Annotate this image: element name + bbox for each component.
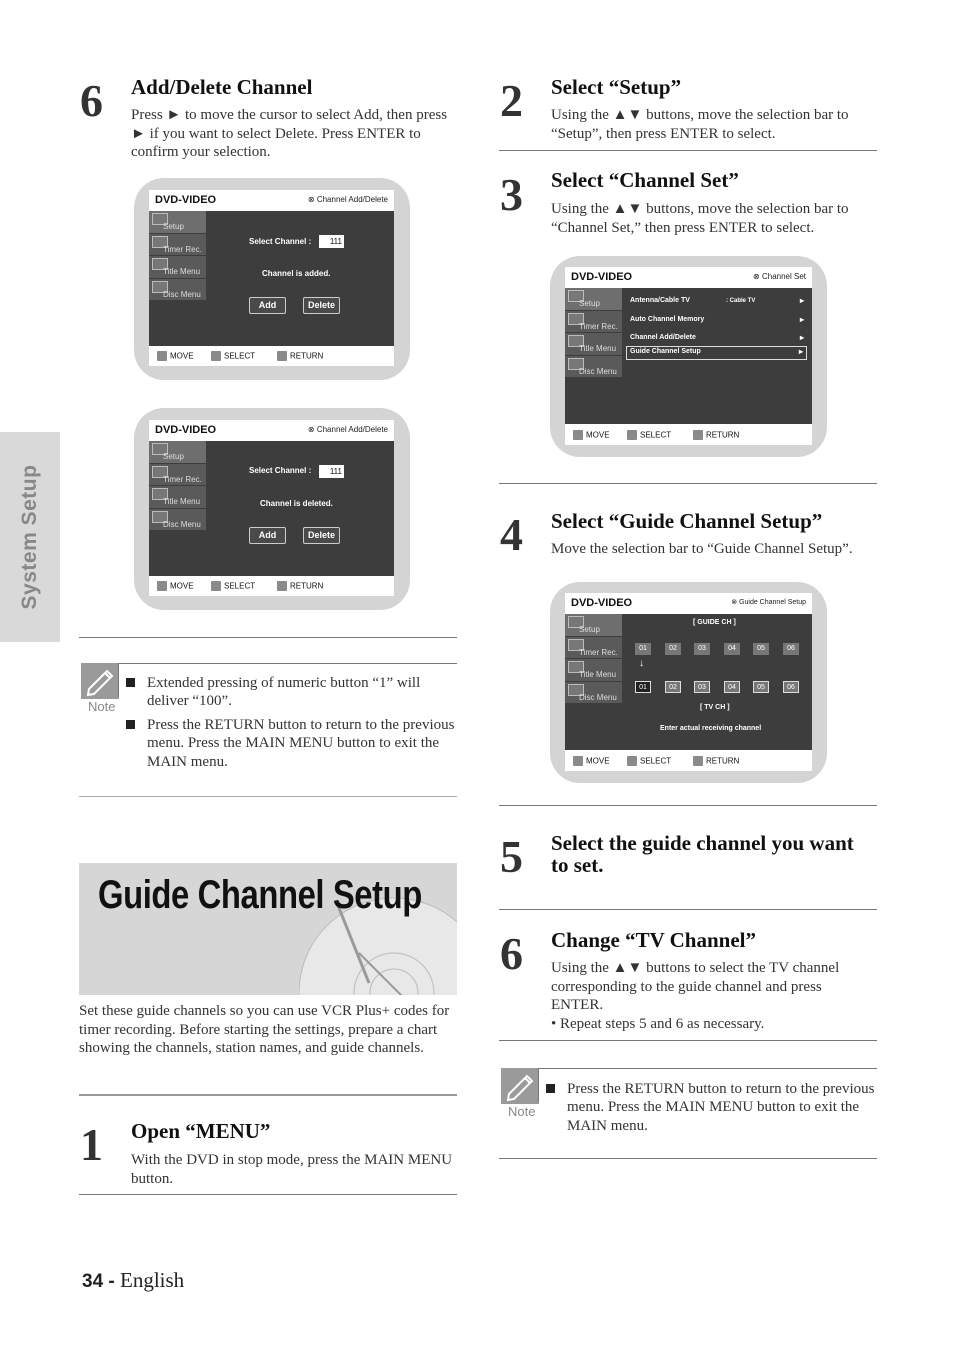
select-channel-label: Select Channel :	[249, 237, 312, 246]
step-number: 4	[500, 509, 523, 560]
screen-frame	[134, 408, 410, 610]
delete-button: Delete	[303, 527, 340, 544]
step-number: 3	[500, 169, 523, 220]
select-key-icon	[211, 351, 221, 361]
screen-frame	[550, 256, 827, 457]
down-arrow-icon: ↓	[639, 658, 644, 669]
section-banner	[79, 863, 457, 995]
note-item: Press the RETURN button to return to the previous menu. Press the MAIN MENU button to exit the MAIN menu.	[567, 1081, 875, 1134]
select-key-icon	[627, 756, 637, 766]
tv-ch-cell: 05	[753, 681, 769, 693]
move-key-icon	[157, 581, 167, 591]
step-title: Select “Guide Channel Setup”	[551, 509, 823, 533]
page-number: 34 -	[82, 1271, 115, 1292]
step-title: Change “TV Channel”	[551, 928, 756, 952]
step-body: Using the ▲▼ buttons to select the TV channel corresponding to the guide channel and press ENTER.	[551, 960, 840, 1014]
return-key-icon	[693, 756, 703, 766]
note-side-rule	[118, 663, 119, 697]
step-body: Using the ▲▼ buttons, move the selection bar to “Setup”, then press ENTER to select.	[551, 107, 849, 142]
option-row-selected: Guide Channel Setup ▸	[626, 346, 807, 360]
screen-footer: MOVE SELECT RETURN	[565, 425, 812, 445]
menu-item-setup: Setup	[565, 288, 622, 311]
divider	[79, 1094, 457, 1096]
select-key-icon	[211, 581, 221, 591]
note-label: Note	[508, 1104, 536, 1119]
add-button: Add	[249, 297, 286, 314]
guide-ch-cell: 06	[783, 643, 799, 655]
screen-frame	[550, 582, 827, 783]
step-title: Open “MENU”	[131, 1119, 271, 1143]
menu-item-timer: Timer Rec.	[565, 637, 622, 660]
guide-ch-cell: 04	[724, 643, 740, 655]
tv-screen	[565, 267, 812, 445]
step-title: Select “Setup”	[551, 75, 682, 99]
note-list	[546, 1080, 876, 1135]
step-body: Press ► to move the cursor to select Add, then press ► if you want to select Delete. Press ENTER to confirm your selection.	[131, 107, 448, 161]
arrow-right-icon: ▸	[798, 347, 803, 356]
arrow-right-icon: ▸	[799, 296, 804, 305]
divider	[79, 796, 457, 797]
move-key-icon	[573, 756, 583, 766]
screen-footer: MOVE SELECT RETURN	[149, 346, 394, 366]
screen-side-menu	[149, 441, 206, 531]
divider	[499, 909, 877, 910]
step-number: 1	[80, 1119, 103, 1170]
menu-item-title-menu: Title Menu	[149, 486, 206, 509]
menu-item-title-menu: Title Menu	[149, 256, 206, 279]
note-top-rule	[538, 1068, 877, 1069]
step-body: With the DVD in stop mode, press the MAIN MENU button.	[131, 1152, 453, 1187]
divider	[499, 805, 877, 806]
page-footer	[82, 1268, 184, 1293]
divider	[499, 483, 877, 484]
status-message: Channel is added.	[262, 269, 331, 278]
delete-button: Delete	[303, 297, 340, 314]
note-item: Press the RETURN button to return to the previous menu. Press the MAIN MENU button to exit the MAIN menu.	[147, 716, 455, 770]
move-key-icon	[157, 351, 167, 361]
step-title: Select “Channel Set”	[551, 168, 739, 192]
page-language: English	[120, 1268, 185, 1292]
menu-item-title-menu: Title Menu	[565, 333, 622, 356]
screen-title: DVD-VIDEO	[155, 424, 217, 436]
tv-screen	[565, 593, 812, 771]
side-tab-label: System Setup	[18, 464, 41, 610]
screen-footer: MOVE SELECT RETURN	[565, 751, 812, 771]
tv-screen	[149, 190, 394, 366]
menu-item-setup: Setup	[149, 441, 206, 464]
note-item: Extended pressing of numeric button “1” will deliver “100”.	[147, 675, 421, 710]
tv-screen	[149, 420, 394, 596]
divider	[79, 1194, 457, 1195]
note-list	[126, 674, 456, 771]
screen-side-menu	[149, 211, 206, 301]
divider	[499, 1158, 877, 1159]
menu-item-disc-menu: Disc Menu	[149, 279, 206, 302]
return-key-icon	[277, 351, 287, 361]
menu-item-timer: Timer Rec.	[149, 464, 206, 487]
status-message: Channel is deleted.	[260, 499, 333, 508]
divider	[499, 1040, 877, 1041]
screen-subtitle: ⊗ Channel Add/Delete	[307, 195, 388, 204]
option-row: Channel Add/Delete ▸	[630, 333, 804, 342]
guide-ch-cell: 01	[635, 643, 651, 655]
select-channel-label: Select Channel :	[249, 466, 312, 475]
step-number: 6	[80, 75, 103, 126]
menu-item-title-menu: Title Menu	[565, 659, 622, 682]
screen-title: DVD-VIDEO	[155, 194, 217, 206]
menu-item-timer: Timer Rec.	[565, 311, 622, 334]
tv-ch-cell: 04	[724, 681, 740, 693]
menu-item-setup: Setup	[149, 211, 206, 234]
divider	[79, 637, 457, 638]
option-row: Auto Channel Memory ▸	[630, 315, 804, 324]
tv-ch-cell: 06	[783, 681, 799, 693]
screen-subtitle: ⊗ Channel Set	[753, 272, 806, 281]
screen-side-menu	[565, 288, 622, 378]
guide-ch-header: [ GUIDE CH ]	[693, 619, 736, 626]
tv-ch-cell: 02	[665, 681, 681, 693]
return-key-icon	[693, 430, 703, 440]
guide-hint: Enter actual receiving channel	[660, 725, 762, 732]
guide-ch-cell: 05	[753, 643, 769, 655]
note-icon	[81, 663, 119, 699]
menu-item-disc-menu: Disc Menu	[565, 356, 622, 379]
screen-subtitle: ⊗ Channel Add/Delete	[307, 425, 388, 434]
option-row: Antenna/Cable TV : Cable TV ▸	[630, 296, 804, 305]
arrow-right-icon: ▸	[799, 333, 804, 342]
return-key-icon	[277, 581, 287, 591]
step-number: 6	[500, 928, 523, 979]
step-title: Select the guide channel you want to set.	[551, 831, 854, 877]
note-side-rule	[538, 1068, 539, 1102]
guide-ch-cell: 02	[665, 643, 681, 655]
step-bullet: • Repeat steps 5 and 6 as necessary.	[551, 1016, 765, 1032]
step-body: Using the ▲▼ buttons, move the selection bar to “Channel Set,” then press ENTER to select.	[551, 201, 849, 236]
screen-side-menu	[565, 614, 622, 704]
menu-item-timer: Timer Rec.	[149, 234, 206, 257]
tv-ch-cell-selected: 01	[635, 681, 651, 693]
channel-value: 111	[319, 235, 344, 248]
note-top-rule	[118, 663, 457, 664]
step-body: Move the selection bar to “Guide Channel Setup”.	[551, 541, 853, 557]
step-number: 2	[500, 75, 523, 126]
note-icon	[501, 1068, 539, 1104]
section-side-tab	[0, 432, 60, 642]
channel-value: 111	[319, 465, 344, 478]
guide-ch-cell: 03	[694, 643, 710, 655]
intro-text: Set these guide channels so you can use VCR Plus+ codes for timer recording. Before starting the settings, prepare a chart showing the channels, station names, and guide channels.	[79, 1003, 450, 1057]
menu-item-disc-menu: Disc Menu	[149, 509, 206, 532]
screen-footer: MOVE SELECT RETURN	[149, 576, 394, 596]
select-key-icon	[627, 430, 637, 440]
note-label: Note	[88, 699, 116, 714]
step-number: 5	[500, 831, 523, 882]
add-button: Add	[249, 527, 286, 544]
divider	[499, 150, 877, 151]
arrow-right-icon: ▸	[799, 315, 804, 324]
menu-item-setup: Setup	[565, 614, 622, 637]
banner-title: Guide Channel Setup	[98, 873, 422, 917]
tv-ch-cell: 03	[694, 681, 710, 693]
move-key-icon	[573, 430, 583, 440]
screen-title: DVD-VIDEO	[571, 597, 633, 609]
screen-frame	[134, 178, 410, 380]
screen-subtitle: ⊗ Guide Channel Setup	[731, 599, 806, 606]
menu-item-disc-menu: Disc Menu	[565, 682, 622, 705]
tv-ch-header: [ TV CH ]	[700, 704, 730, 711]
screen-title: DVD-VIDEO	[571, 271, 633, 283]
step-title: Add/Delete Channel	[131, 75, 313, 99]
